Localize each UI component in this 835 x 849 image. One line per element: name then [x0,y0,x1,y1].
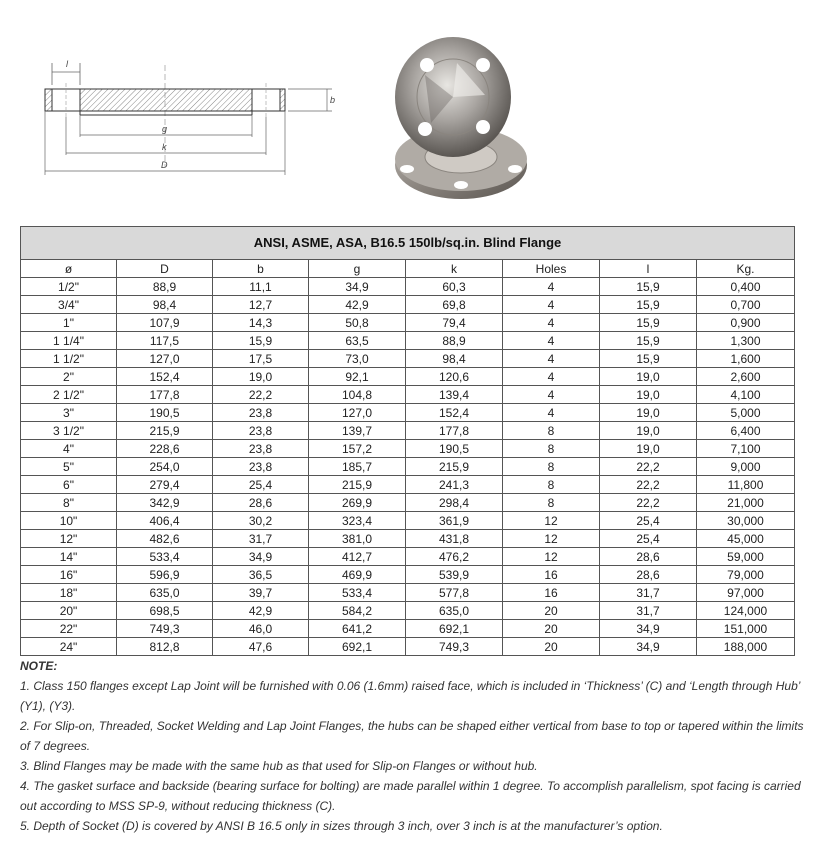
table-cell: 24" [21,638,117,656]
table-cell: 185,7 [309,458,406,476]
table-cell: 406,4 [117,512,213,530]
table-cell: 12" [21,530,117,548]
table-cell: 12 [503,512,600,530]
table-cell: 46,0 [213,620,309,638]
table-cell: 361,9 [406,512,503,530]
table-cell: 63,5 [309,332,406,350]
table-cell: 28,6 [600,566,697,584]
table-cell: 177,8 [406,422,503,440]
table-row [21,368,795,386]
column-header: ø [21,260,117,278]
table-row [21,458,795,476]
table-row [21,602,795,620]
table-cell: 20 [503,620,600,638]
table-cell: 17,5 [213,350,309,368]
label-k: k [162,142,167,152]
table-cell: 139,4 [406,386,503,404]
table-cell: 12 [503,548,600,566]
table-cell: 3" [21,404,117,422]
table-cell: 15,9 [600,314,697,332]
table-cell: 342,9 [117,494,213,512]
table-row [21,620,795,638]
table-cell: 2" [21,368,117,386]
table-cell: 25,4 [600,530,697,548]
table-cell: 254,0 [117,458,213,476]
table-row [21,386,795,404]
table-cell: 59,000 [697,548,795,566]
label-g: g [162,124,168,134]
table-cell: 22,2 [600,494,697,512]
table-cell: 47,6 [213,638,309,656]
note-item: 4. The gasket surface and backside (bearing surface for bolting) are made parallel within 1 degree. To accomplish parallelism, spot facing is carried out according to MSS SP-9, without reducing thickness (C). [20,779,801,813]
table-cell: 4 [503,314,600,332]
table-cell: 21,000 [697,494,795,512]
table-cell: 73,0 [309,350,406,368]
table-cell: 8 [503,458,600,476]
table-cell: 12 [503,530,600,548]
table-cell: 215,9 [406,458,503,476]
table-cell: 269,9 [309,494,406,512]
table-cell: 482,6 [117,530,213,548]
column-header: k [406,260,503,278]
table-cell: 88,9 [117,278,213,296]
table-cell: 298,4 [406,494,503,512]
table-cell: 139,7 [309,422,406,440]
table-cell: 23,8 [213,404,309,422]
flange-cross-section-diagram [40,55,340,185]
table-cell: 152,4 [406,404,503,422]
table-cell: 0,400 [697,278,795,296]
table-cell: 9,000 [697,458,795,476]
table-cell: 15,9 [213,332,309,350]
table-cell: 14" [21,548,117,566]
column-header: b [213,260,309,278]
table-cell: 215,9 [309,476,406,494]
table-cell: 31,7 [600,584,697,602]
table-cell: 31,7 [213,530,309,548]
table-cell: 1 1/2" [21,350,117,368]
table-row [21,530,795,548]
table-cell: 692,1 [406,620,503,638]
table-row [21,566,795,584]
table-cell: 19,0 [213,368,309,386]
table-cell: 190,5 [406,440,503,458]
table-cell: 215,9 [117,422,213,440]
table-cell: 381,0 [309,530,406,548]
table-row [21,296,795,314]
table-cell: 34,9 [309,278,406,296]
table-cell: 15,9 [600,332,697,350]
table-cell: 4 [503,332,600,350]
table-cell: 476,2 [406,548,503,566]
table-cell: 98,4 [117,296,213,314]
table-cell: 22" [21,620,117,638]
table-cell: 4 [503,296,600,314]
table-cell: 23,8 [213,458,309,476]
table-cell: 18" [21,584,117,602]
table-cell: 157,2 [309,440,406,458]
table-cell: 152,4 [117,368,213,386]
table-cell: 323,4 [309,512,406,530]
table-cell: 6,400 [697,422,795,440]
table-cell: 228,6 [117,440,213,458]
table-row [21,422,795,440]
table-cell: 812,8 [117,638,213,656]
table-cell: 69,8 [406,296,503,314]
table-cell: 533,4 [309,584,406,602]
table-cell: 79,4 [406,314,503,332]
table-row [21,494,795,512]
table-cell: 117,5 [117,332,213,350]
label-l: l [66,59,68,69]
blind-flange-spec-table [20,226,795,656]
table-cell: 4 [503,350,600,368]
table-cell: 1" [21,314,117,332]
table-cell: 0,900 [697,314,795,332]
table-cell: 5,000 [697,404,795,422]
table-cell: 16 [503,584,600,602]
table-cell: 45,000 [697,530,795,548]
table-cell: 36,5 [213,566,309,584]
table-cell: 31,7 [600,602,697,620]
table-cell: 584,2 [309,602,406,620]
table-cell: 19,0 [600,368,697,386]
table-cell: 3/4" [21,296,117,314]
table-row [21,584,795,602]
table-cell: 23,8 [213,440,309,458]
table-cell: 577,8 [406,584,503,602]
table-cell: 5" [21,458,117,476]
notes-list [20,676,810,836]
table-cell: 4 [503,404,600,422]
table-cell: 20 [503,638,600,656]
flange-photo [385,35,530,205]
table-cell: 749,3 [117,620,213,638]
table-cell: 2 1/2" [21,386,117,404]
table-cell: 104,8 [309,386,406,404]
table-cell: 692,1 [309,638,406,656]
table-cell: 19,0 [600,404,697,422]
table-cell: 241,3 [406,476,503,494]
table-row [21,278,795,296]
table-cell: 533,4 [117,548,213,566]
table-cell: 28,6 [213,494,309,512]
table-cell: 22,2 [600,476,697,494]
table-cell: 641,2 [309,620,406,638]
table-cell: 60,3 [406,278,503,296]
table-cell: 1,600 [697,350,795,368]
note-item: 3. Blind Flanges may be made with the same hub as that used for Slip-on Flanges or without hub. [20,759,538,773]
notes-title: NOTE: [20,659,58,673]
table-row [21,476,795,494]
table-row [21,332,795,350]
column-header: Holes [503,260,600,278]
table-cell: 22,2 [600,458,697,476]
table-cell: 635,0 [117,584,213,602]
table-cell: 25,4 [213,476,309,494]
table-cell: 79,000 [697,566,795,584]
table-cell: 42,9 [213,602,309,620]
table-cell: 120,6 [406,368,503,386]
table-cell: 151,000 [697,620,795,638]
table-cell: 30,000 [697,512,795,530]
table-cell: 39,7 [213,584,309,602]
table-cell: 3 1/2" [21,422,117,440]
table-row [21,314,795,332]
label-D: D [161,160,168,170]
table-cell: 279,4 [117,476,213,494]
table-cell: 1 1/4" [21,332,117,350]
table-cell: 124,000 [697,602,795,620]
table-body [21,278,795,656]
table-cell: 10" [21,512,117,530]
table-cell: 92,1 [309,368,406,386]
table-cell: 431,8 [406,530,503,548]
table-row [21,440,795,458]
table-cell: 97,000 [697,584,795,602]
table-row [21,350,795,368]
table-cell: 4,100 [697,386,795,404]
table-row [21,548,795,566]
table-cell: 15,9 [600,350,697,368]
table-cell: 16 [503,566,600,584]
table-cell: 4" [21,440,117,458]
table-row [21,512,795,530]
table-cell: 30,2 [213,512,309,530]
table-cell: 4 [503,278,600,296]
table-cell: 2,600 [697,368,795,386]
notes-section [20,656,810,836]
table-cell: 19,0 [600,422,697,440]
table-cell: 4 [503,368,600,386]
note-item: 2. For Slip-on, Threaded, Socket Welding and Lap Joint Flanges, the hubs can be shaped either vertical from base to top or tapered within the limits of 7 degrees. [20,719,804,753]
column-header: Kg. [697,260,795,278]
table-cell: 107,9 [117,314,213,332]
table-cell: 635,0 [406,602,503,620]
table-cell: 188,000 [697,638,795,656]
table-cell: 8 [503,494,600,512]
table-cell: 7,100 [697,440,795,458]
table-header-row [21,260,795,278]
table-cell: 8" [21,494,117,512]
table-cell: 50,8 [309,314,406,332]
table-cell: 28,6 [600,548,697,566]
table-cell: 23,8 [213,422,309,440]
table-cell: 34,9 [600,620,697,638]
table-cell: 6" [21,476,117,494]
table-cell: 1,300 [697,332,795,350]
table-cell: 16" [21,566,117,584]
table-cell: 19,0 [600,440,697,458]
table-cell: 177,8 [117,386,213,404]
table-cell: 8 [503,440,600,458]
table-cell: 34,9 [213,548,309,566]
table-cell: 19,0 [600,386,697,404]
table-cell: 15,9 [600,278,697,296]
column-header: l [600,260,697,278]
table-cell: 20 [503,602,600,620]
note-item: 5. Depth of Socket (D) is covered by ANSI B 16.5 only in sizes through 3 inch, over 3 inch is at the manufacturer’s option. [20,819,663,833]
table-cell: 98,4 [406,350,503,368]
table-title: ANSI, ASME, ASA, B16.5 150lb/sq.in. Blind Flange [21,227,795,260]
note-item: 1. Class 150 flanges except Lap Joint will be furnished with 0.06 (1.6mm) raised face, which is included in ‘Thickness’ (C) and ‘Length through Hub’ (Y1), (Y3). [20,679,800,713]
table-cell: 596,9 [117,566,213,584]
table-cell: 127,0 [309,404,406,422]
table-cell: 1/2" [21,278,117,296]
figures-area [0,0,835,220]
column-header: g [309,260,406,278]
table-cell: 12,7 [213,296,309,314]
table-cell: 0,700 [697,296,795,314]
label-b: b [330,95,336,105]
table-cell: 8 [503,476,600,494]
table-row [21,404,795,422]
table-cell: 11,800 [697,476,795,494]
table-title-row [21,227,795,260]
table-cell: 8 [503,422,600,440]
table-cell: 127,0 [117,350,213,368]
table-cell: 11,1 [213,278,309,296]
table-cell: 22,2 [213,386,309,404]
table-cell: 539,9 [406,566,503,584]
table-cell: 14,3 [213,314,309,332]
table-cell: 34,9 [600,638,697,656]
table-cell: 469,9 [309,566,406,584]
table-cell: 88,9 [406,332,503,350]
table-cell: 749,3 [406,638,503,656]
table-cell: 25,4 [600,512,697,530]
column-header: D [117,260,213,278]
table-cell: 15,9 [600,296,697,314]
table-cell: 4 [503,386,600,404]
table-cell: 20" [21,602,117,620]
table-cell: 412,7 [309,548,406,566]
table-row [21,638,795,656]
table-cell: 190,5 [117,404,213,422]
table-cell: 698,5 [117,602,213,620]
table-cell: 42,9 [309,296,406,314]
